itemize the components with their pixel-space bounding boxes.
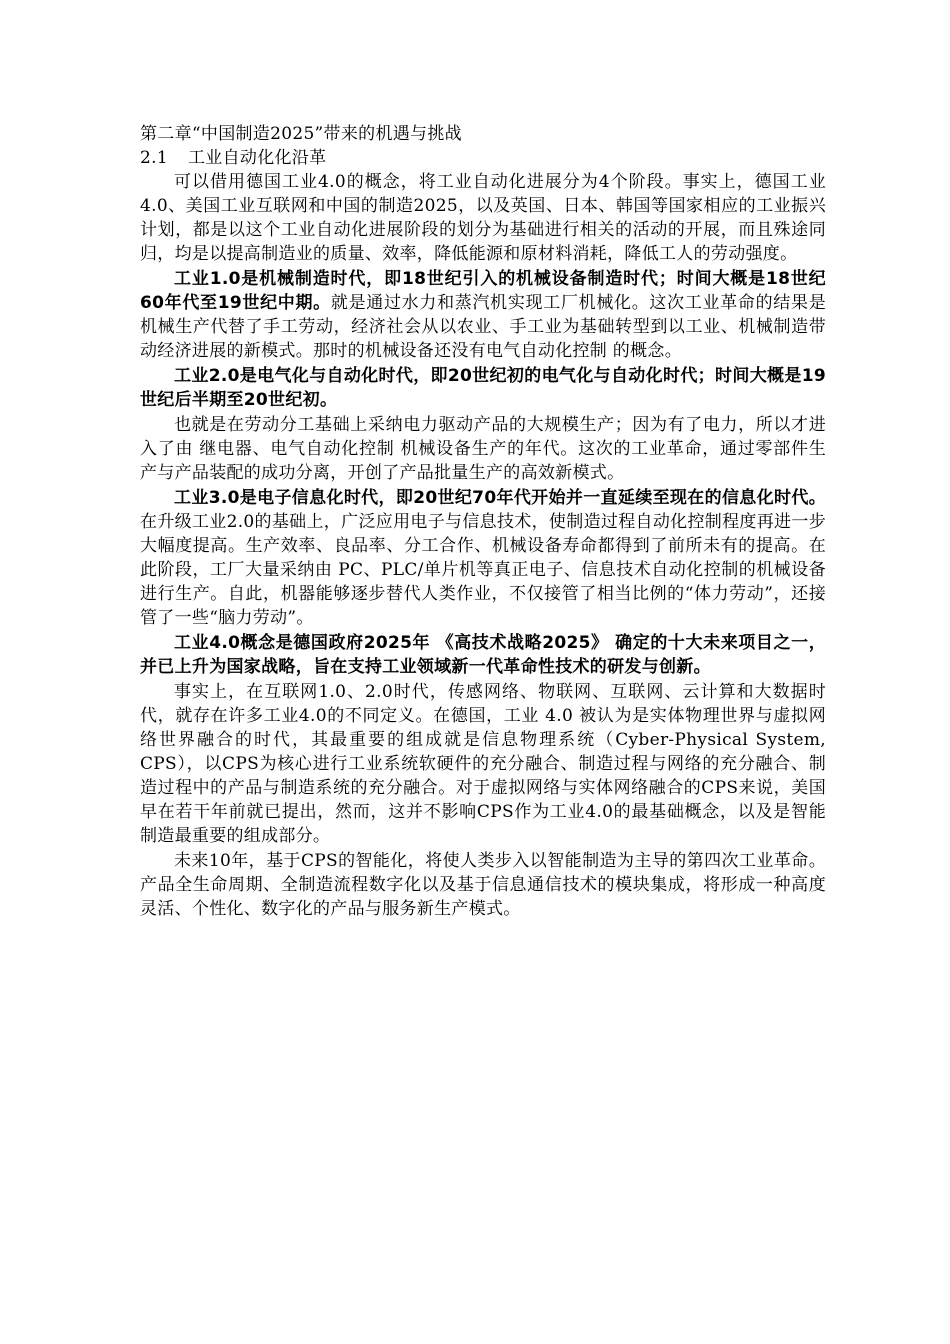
paragraph-text: 事实上，在互联网1.0、2.0时代，传感网络、物联网、互联网、云计算和大数据时代，就存在许多工业4.0的不同定义。在德国，工业 4.0 被认为是实体物理世界与虚拟网络世界融合的时代，其最重要的组成就是信息物理系统（Cyber-Physical System, CPS），以CPS为核心进行工业系统软硬件的充分融合、制造过程与网络的充分融合、制造过程中的产品与制造系统的充分融合。对于虚拟网络与实体网络融合的CPS来说，美国早在若干年前就已提出，然而，这并不影响CPS作为工业4.0的最基础概念，以及是智能制造最重要的组成部分。 [140,682,826,846]
paragraph-industry-2-detail [140,413,826,485]
paragraph-text: 未来10年，基于CPS的智能化，将使人类步入以智能制造为主导的第四次工业革命。产品全生命周期、全制造流程数字化以及基于信息通信技术的模块集成，将形成一种高度灵活、个性化、数字化的产品与服务新生产模式。 [140,851,826,919]
paragraph-bold-lead: 工业1.0是机械制造时代，即18世纪引入的机械设备制造时代；时间大概是18世纪60年代至19世纪中期。 [140,269,826,313]
paragraph-industry-4 [140,631,826,679]
paragraph-text: 可以借用德国工业4.0的概念，将工业自动化进展分为4个阶段。事实上，德国工业4.0、美国工业互联网和中国的制造2025，以及英国、日本、韩国等国家相应的工业振兴计划，都是以这个工业自动化进展阶段的划分为基础进行相关的活动的开展，而且殊途同归，均是以提高制造业的质量、效率，降低能源和原材料消耗，降低工人的劳动强度。 [140,172,826,264]
paragraph-industry-3 [140,486,826,630]
paragraph-bold-lead: 工业4.0概念是德国政府2025年 《高技术战略2025》 确定的十大未来项目之一，并已上升为国家战略，旨在支持工业领域新一代革命性技术的研发与创新。 [140,633,826,677]
document-page [140,122,826,922]
paragraph-text: 也就是在劳动分工基础上采纳电力驱动产品的大规模生产；因为有了电力，所以才进入了由 继电器、电气自动化控制 机械设备生产的年代。这次的工业革命，通过零部件生产与产品装配的成功分离，开创了产品批量生产的高效新模式。 [140,415,826,483]
paragraph-future [140,849,826,921]
section-title: 工业自动化化沿革 [188,148,327,168]
paragraph-cps [140,680,826,848]
section-heading [140,146,826,170]
paragraph-industry-1 [140,267,826,363]
section-number: 2.1 [140,148,168,168]
paragraph-bold-lead: 工业3.0是电子信息化时代，即20世纪70年代开始并一直延续至现在的信息化时代。 [174,488,826,508]
paragraph-text: 就是通过水力和蒸汽机实现工厂机械化。这次工业革命的结果是机械生产代替了手工劳动，经济社会从以农业、手工业为基础转型到以工业、机械制造带动经济进展的新模式。那时的机械设备还没有电气自动化控制 的概念。 [140,293,826,361]
paragraph-bold-lead: 工业2.0是电气化与自动化时代，即20世纪初的电气化与自动化时代；时间大概是19世纪后半期至20世纪初。 [140,366,826,410]
paragraph-industry-2 [140,364,826,412]
paragraph-intro [140,170,826,266]
paragraph-text: 在升级工业2.0的基础上，广泛应用电子与信息技术，使制造过程自动化控制程度再进一步大幅度提高。生产效率、良品率、分工合作、机械设备寿命都得到了前所未有的提高。在此阶段，工厂大量采纳由 PC、PLC/单片机等真正电子、信息技术自动化控制的机械设备进行生产。自此，机器能够逐步替代人类作业，不仅接管了相当比例的“体力劳动”，还接管了一些“脑力劳动”。 [140,512,826,628]
chapter-title: 第二章“中国制造2025”带来的机遇与挑战 [140,124,462,144]
